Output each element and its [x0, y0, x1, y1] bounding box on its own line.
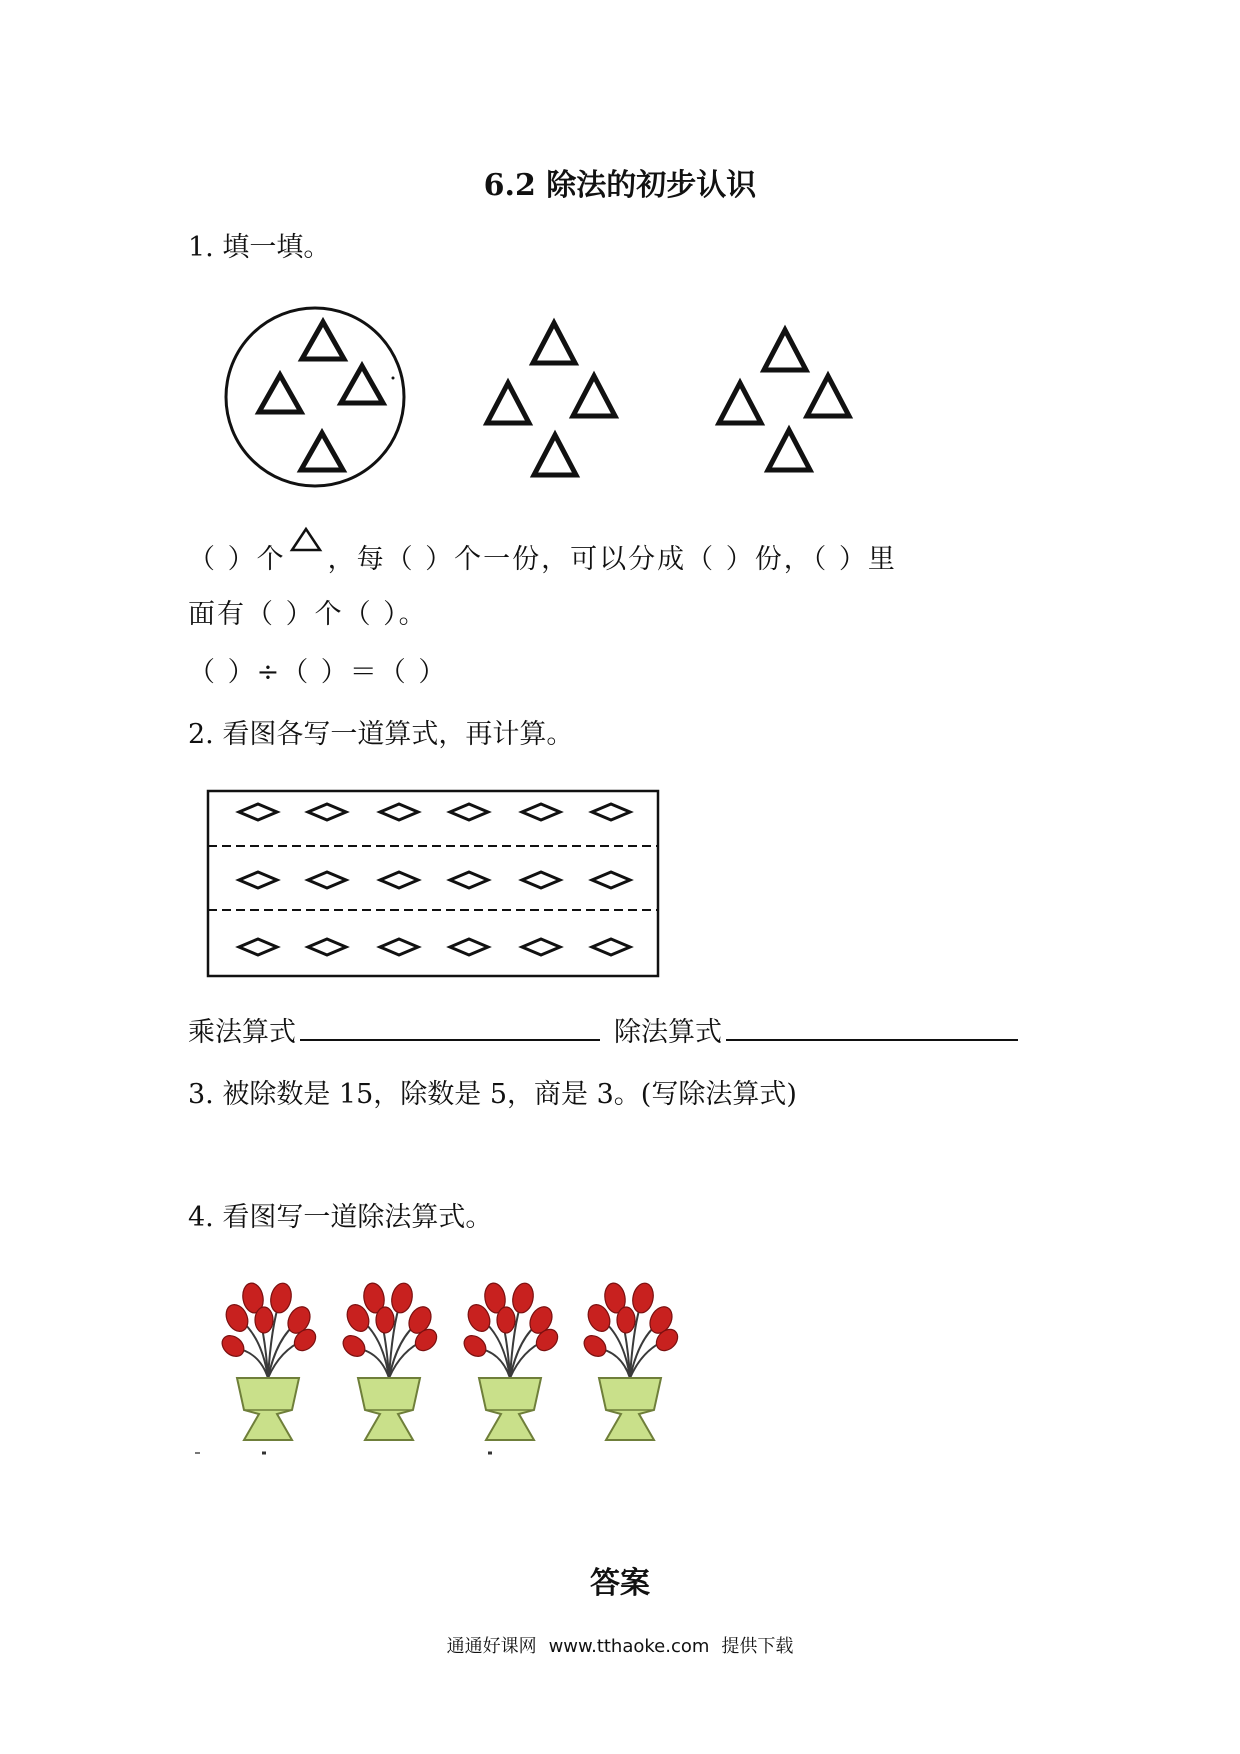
flower-pot-icon — [460, 1281, 562, 1440]
flower-pot-icon — [580, 1281, 682, 1440]
footer — [0, 1632, 1240, 1658]
q1-blank-count: （ ）个 — [188, 544, 286, 575]
question-3-heading: 3. 被除数是 15，除数是 5，商是 3。(写除法算式) — [188, 1079, 797, 1110]
q1-fill-line-2: 面有（ ）个（ ）。 — [188, 599, 428, 630]
page-title: 6.2 除法的初步认识 — [483, 168, 757, 203]
q1-fill-rest: ，每（ ）个一份，可以分成（ ）份，（ ）里 — [327, 544, 897, 575]
question-2-heading: 2. 看图各写一道算式，再计算。 — [188, 719, 574, 750]
answer-heading: 答案 — [590, 1566, 650, 1601]
footer-suffix: 提供下载 — [721, 1636, 794, 1657]
question-1-heading: 1. 填一填。 — [188, 232, 331, 263]
div-label: 除法算式 — [614, 1017, 722, 1048]
question-4-heading: 4. 看图写一道除法算式。 — [188, 1202, 493, 1233]
flower-pot-icon — [339, 1281, 441, 1440]
q1-equation-line: （ ）÷（ ）＝（ ） — [188, 657, 448, 688]
footer-url[interactable]: www.tthaoke.com — [548, 1636, 710, 1657]
footer-site-name: 通通好课网 — [446, 1636, 537, 1657]
flower-pot-icon — [218, 1281, 320, 1440]
mult-label: 乘法算式 — [188, 1017, 296, 1048]
